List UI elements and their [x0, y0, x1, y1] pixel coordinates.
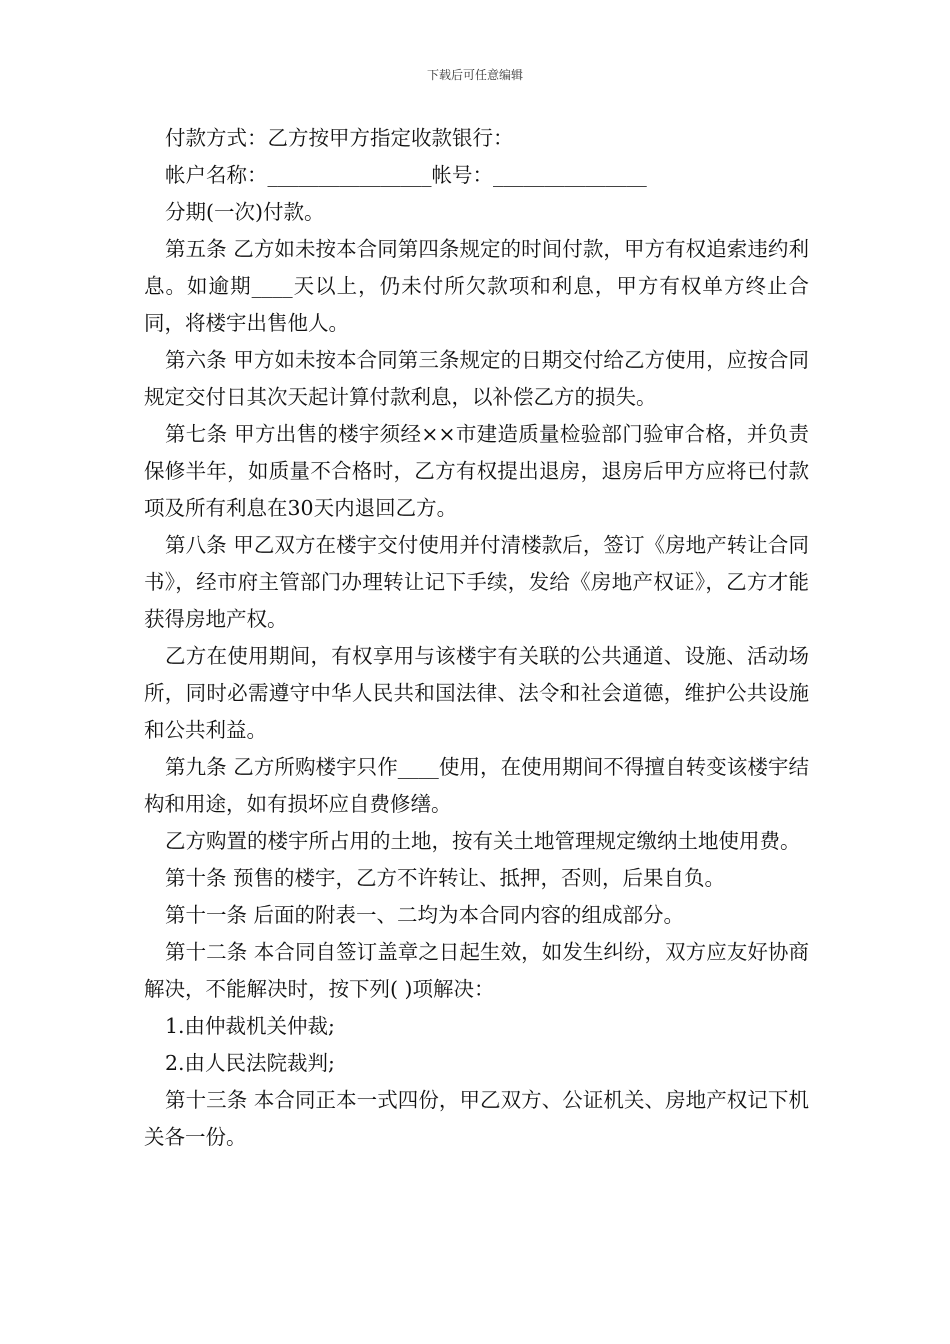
article-11: 第十一条 后面的附表一、二均为本合同内容的组成部分。: [165, 903, 685, 927]
installment-line: 分期(一次)付款。: [165, 200, 325, 224]
article-7: 第七条 甲方出售的楼宇须经××市建造质量检验部门验审合格，并负责保修半年，如质量不合格时，乙方有权提出退房，退房后甲方应将已付款项及所有利息在30天内退回乙方。: [144, 422, 809, 520]
article-12: 第十二条 本合同自签订盖章之日起生效，如发生纠纷，双方应友好协商解决，不能解决时，按下列( )项解决：: [144, 940, 809, 1001]
page-header: 下载后可任意编辑: [426, 68, 523, 82]
article-9: 第九条 乙方所购楼宇只作____使用，在使用期间不得擅自转变该楼宇结构和用途，如有损坏应自费修缮。: [144, 755, 809, 816]
payment-method-line: 付款方式：乙方按甲方指定收款银行：: [165, 126, 514, 150]
article-9-land-paragraph: 乙方购置的楼宇所占用的土地，按有关土地管理规定缴纳土地使用费。: [165, 829, 801, 853]
article-13: 第十三条 本合同正本一式四份，甲乙双方、公证机关、房地产权记下机关各一份。: [144, 1088, 809, 1149]
account-line: 帐户名称：________________帐号：_______________: [165, 163, 647, 187]
article-6: 第六条 甲方如未按本合同第三条规定的日期交付给乙方使用，应按合同规定交付日其次天起计算付款利息，以补偿乙方的损失。: [144, 348, 809, 409]
dispute-option-1: 1.由仲裁机关仲裁;: [165, 1014, 335, 1038]
article-8-usage-paragraph: 乙方在使用期间，有权享用与该楼宇有关联的公共通道、设施、活动场所，同时必需遵守中华人民共和国法律、法令和社会道德，维护公共设施和公共利益。: [144, 644, 809, 742]
article-5: 第五条 乙方如未按本合同第四条规定的时间付款，甲方有权追索违约利息。如逾期____天以上，仍未付所欠款项和利息，甲方有权单方终止合同，将楼宇出售他人。: [144, 237, 809, 335]
dispute-option-2: 2.由人民法院裁判;: [165, 1051, 335, 1075]
article-10: 第十条 预售的楼宇，乙方不许转让、抵押，否则，后果自负。: [165, 866, 726, 890]
article-8: 第八条 甲乙双方在楼宇交付使用并付清楼款后，签订《房地产转让合同书》，经市府主管部门办理转让记下手续，发给《房地产权证》，乙方才能获得房地产权。: [144, 533, 809, 631]
document-body: [144, 120, 809, 1156]
